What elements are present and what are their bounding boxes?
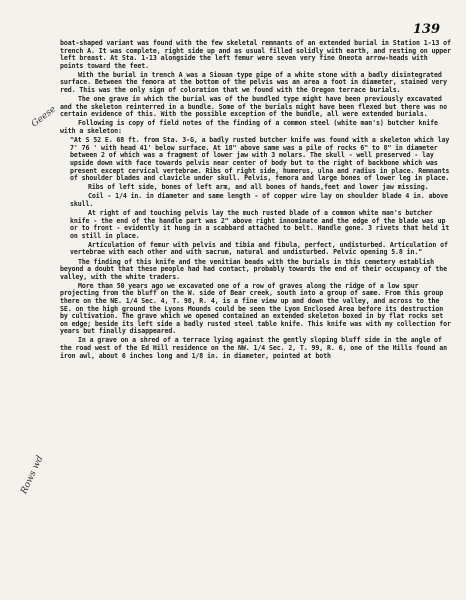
page-number: 139 <box>412 22 440 37</box>
field-note-paragraph: Ribs of left side, bones of left arm, and all bones of hands,feet and lower jaw missing. <box>88 183 429 192</box>
field-note-paragraph: "At S 52 E. 68 ft. from Sta. 3-G, a badly rusted butcher knife was found with a skeleton which lay 7' 76 ' with head 41' below surface. At 18" above same was a pile of rocks 6" to 8" in diameter between 2 of which was a fragment of lower jaw with 3 molars. The skull - well preserved - lay upside down with face towards pelvis near center of body but to the right of backbone which was present except cervical vertebrae. Ribs of right side, humerus, ulna and radius in place. Remnants of shoulder blades and clavicle under skull. Pelvis, femora and large bones of lower leg in place. <box>70 136 454 183</box>
paragraph: boat-shaped variant was found with the few skeletal remnants of an extended burial in Station 1-13 of trench A. It was complete, right side up and as usual filled solidly with earth, and resting on upper left breast. At Sta. 1-13 alongside the left femur were seven very fine Oneota arrow-heads with points toward the feet. <box>60 39 455 70</box>
paragraph: The one grave in which the burial was of the bundled type might have been previously excavated and the skeleton reinterred in a bundle. Some of the burials might have been flexed but there was no certain evidence of this. With the possible exception of the bundle, all were extended burials. <box>60 95 451 119</box>
field-note-paragraph: Coil - 1/4 in. in diameter and same length - of copper wire lay on shoulder blade 4 in. above skull. <box>70 192 452 208</box>
paragraph: Following is copy of field notes of the finding of a common steel (white man's) butcher knife with a skeleton: <box>60 119 442 136</box>
paragraph: With the burial in trench A was a Siouan type pipe of a white stone with a badly disintegrated surface. Between the femora at the bottom of the pelvis was an area a foot in diameter, stained very red. This was the only sign of coloration that we found with the Oregon terrace burials. <box>60 70 451 95</box>
margin-note: Geese <box>29 104 58 130</box>
margin-note: Rows wd <box>19 454 46 496</box>
paragraph: More than 50 years ago we excavated one of a row of graves along the ridge of a low spur projecting from the bluff on the W. side of Bear creek, south into a group of same. From this group there on the NE. 1/4 Sec. 4, T. 98, R. 4, is a fine view up and down the valley, and across to the SE. on the high ground the Lyons Mounds could be seen the Lyon Enclosed Area before its destruction by cultivation. The grave which we opened contained an extended skeleton boxed in by flat rocks set on edge; beside its left side a badly rusted steel table knife. This knife was with my collection for years but finally disappeared. <box>60 281 455 336</box>
paragraph: In a grave on a shred of a terrace lying against the gently sloping bluff side in the angle of the road west of the Ed Hill residence on the NW. 1/4 Sec. 2, T. 99, R. 6, one of the Hills found an iron awl, about 6 inches long and 1/8 in. in diameter, pointed at both <box>60 336 451 360</box>
field-note-paragraph: At right of and touching pelvis lay the much rusted blade of a common white man's butcher knife - the end of the handle part was 2" above right innominate and the edge of the blade was up or to front - evidently it hung in a scabbard attached to belt. Handle gone. 3 rivets that held it on still in place. <box>70 208 454 240</box>
paragraph: The finding of this knife and the venitian beads with the burials in this cemetery establish beyond a doubt that these people had had contact, probably towards the end of their occupancy of the valley, with the white traders. <box>60 257 451 281</box>
typed-text-body <box>60 39 455 362</box>
field-note-paragraph: Articulation of femur with pelvis and tibia and fibula, perfect, undisturbed. Articulation of vertebrae with each other and with sacrum, natural and undisturbed. Pelvic opening 5.8 in." <box>70 240 452 257</box>
